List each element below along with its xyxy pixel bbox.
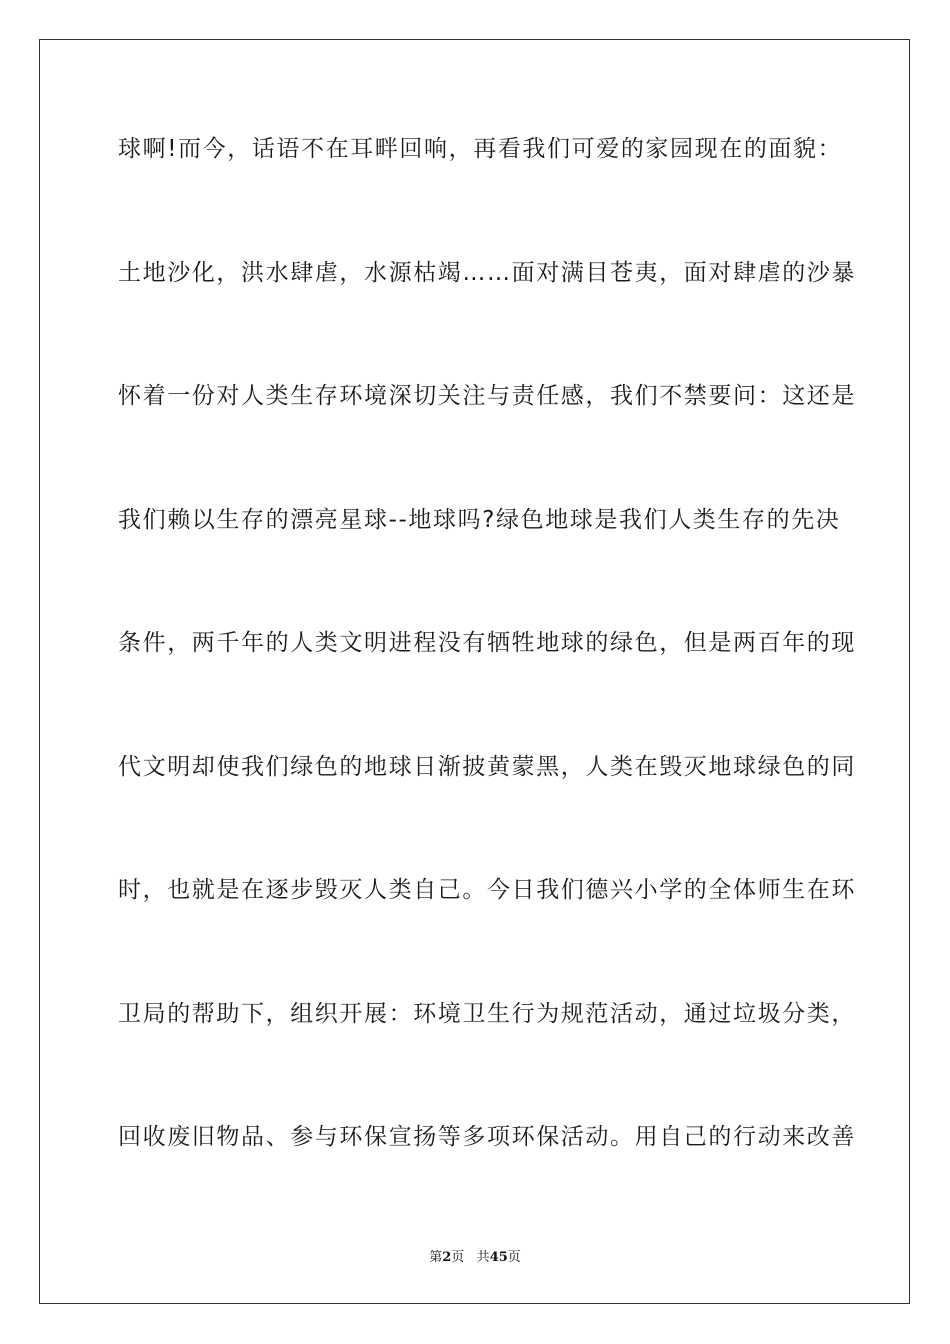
page-number: 2 bbox=[442, 1250, 452, 1265]
text-line-5: 条件，两千年的人类文明进程没有牺牲地球的绿色，但是两百年的现 bbox=[118, 630, 856, 656]
page-border bbox=[39, 39, 910, 1304]
text-line-6: 代文明却使我们绿色的地球日渐披黄蒙黑，人类在毁灭地球绿色的同 bbox=[118, 754, 856, 780]
text-line-4: 我们赖以生存的漂亮星球--地球吗?绿色地球是我们人类生存的先决 bbox=[118, 507, 841, 533]
page-suffix: 页 bbox=[451, 1250, 465, 1265]
total-suffix: 页 bbox=[507, 1250, 521, 1265]
text-line-7: 时，也就是在逐步毁灭人类自己。今日我们德兴小学的全体师生在环 bbox=[118, 877, 856, 903]
text-line-2: 土地沙化，洪水肆虐，水源枯竭……面对满目苍夷，面对肆虐的沙暴 bbox=[118, 260, 856, 286]
text-line-3: 怀着一份对人类生存环境深切关注与责任感，我们不禁要问：这还是 bbox=[118, 383, 856, 409]
text-line-9: 回收废旧物品、参与环保宣扬等多项环保活动。用自己的行动来改善 bbox=[118, 1124, 856, 1150]
page-prefix: 第 bbox=[429, 1250, 443, 1265]
page-footer bbox=[0, 1246, 950, 1265]
text-line-8: 卫局的帮助下，组织开展：环境卫生行为规范活动，通过垃圾分类， bbox=[118, 1001, 856, 1027]
total-pages: 45 bbox=[489, 1250, 508, 1265]
text-line-1: 球啊!而今，话语不在耳畔回响，再看我们可爱的家园现在的面貌： bbox=[118, 136, 843, 162]
total-prefix: 共 bbox=[476, 1250, 490, 1265]
